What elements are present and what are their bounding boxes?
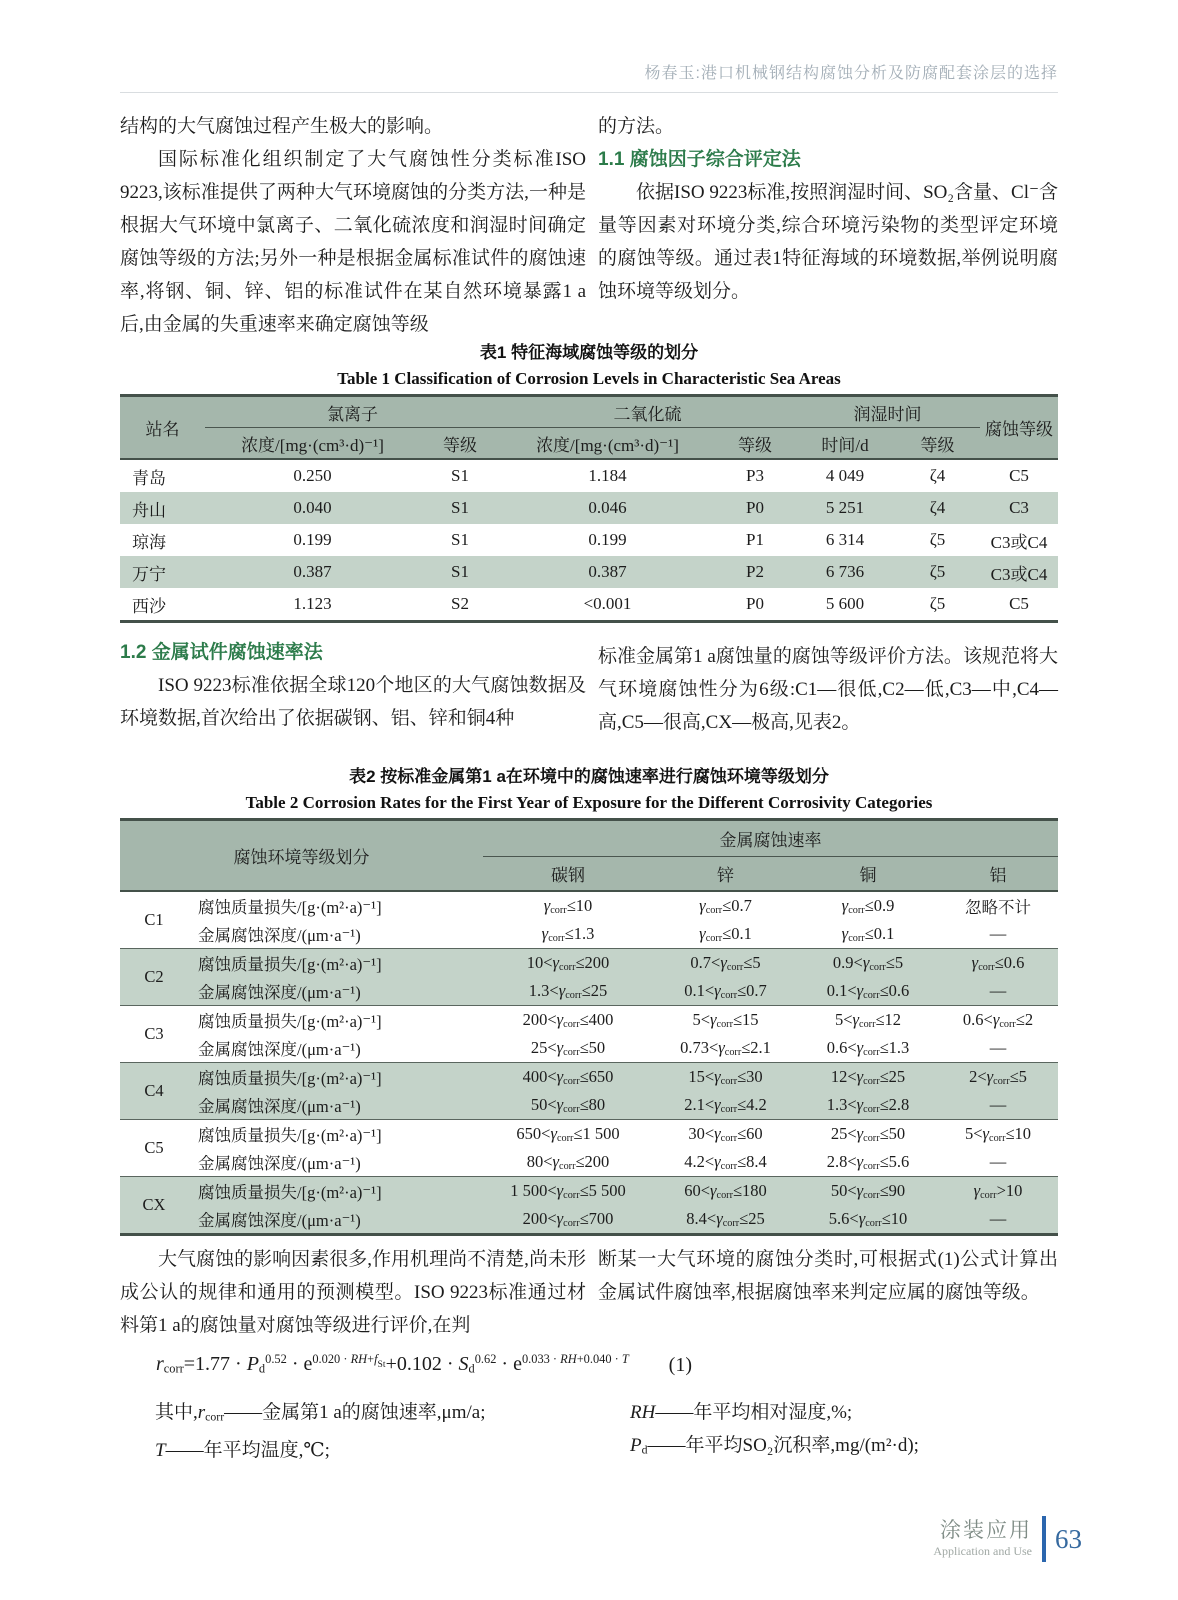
table2-row: [120, 949, 1058, 978]
table1-body: [120, 459, 1058, 622]
paragraph: 的方法。: [598, 116, 675, 137]
table1-cell: S2: [451, 594, 469, 613]
table1-header-chloride: 氯离子: [205, 396, 500, 428]
table1-title-cn: 表1 特征海域腐蚀等级的划分: [479, 343, 699, 362]
math-segment: 其中,: [155, 1402, 198, 1423]
intro-left-column: [120, 110, 586, 341]
table2-value-cell: $2<\gamma_{corr}\le 5$: [969, 1066, 1027, 1088]
table1-cell: 0.387: [293, 562, 332, 581]
table2-value-cell: $2.8<\gamma_{corr}\le 5.6$: [826, 1151, 910, 1173]
table1-cell: 6 314: [825, 530, 865, 549]
math-segment: +: [367, 1352, 375, 1366]
table1-row: [120, 492, 1058, 524]
math-segment: RH: [630, 1402, 656, 1423]
table2-row: [120, 1177, 1058, 1206]
table1-subheader-level: 等级: [715, 428, 795, 460]
table1-cell: P0: [746, 594, 764, 613]
table1-cell: 琼海: [132, 532, 166, 552]
table2-value-cell: $8.4<\gamma_{corr}\le 25$: [686, 1208, 765, 1230]
table2-parameter-label: 腐蚀质量损失/[g·(m²·a)⁻¹]: [198, 955, 382, 974]
definitions-left: [155, 1396, 585, 1467]
table1-cell: S1: [451, 498, 469, 517]
table1-cell: 万宁: [132, 564, 166, 584]
table2-value-cell: $0.6<\gamma_{corr}\le 2$: [962, 1009, 1034, 1031]
table2-value-cell: $\gamma_{corr}\le 10$: [543, 895, 593, 917]
math-segment: 0.020 ·: [312, 1352, 351, 1366]
math-segment: T: [155, 1439, 166, 1461]
definition-line: [155, 1434, 585, 1467]
table2-parameter-label: 金属腐蚀深度/(μm·a⁻¹): [198, 1211, 361, 1230]
table1-cell: 青岛: [132, 468, 166, 488]
table2-parameter-label: 金属腐蚀深度/(μm·a⁻¹): [198, 1040, 361, 1059]
table1-cell: 4 049: [825, 466, 865, 485]
table1-header-corrosion-level: 腐蚀等级: [980, 396, 1058, 460]
table2-block: [120, 764, 1058, 1236]
math-segment: ——年平均相对湿度,%;: [655, 1402, 853, 1423]
paragraph: 大气腐蚀的影响因素很多,作用机理尚不清楚,尚未形成公认的规律和通用的预测模型。ISO 9223标准通过材料第1 a的腐蚀量对腐蚀等级进行评价,在判: [120, 1249, 586, 1336]
math-segment: d: [468, 1361, 475, 1376]
table2-value-cell: $5<\gamma_{corr}\le 15$: [692, 1009, 759, 1031]
table1-cell: P1: [746, 530, 764, 549]
table2-header-rate-group: 金属腐蚀速率: [483, 820, 1058, 857]
math-segment: RH: [350, 1352, 368, 1366]
table2-value-cell: $0.6<\gamma_{corr}\le 1.3$: [826, 1037, 910, 1059]
definition-line: [155, 1396, 585, 1434]
math-segment: S: [458, 1352, 469, 1375]
table2-value-cell: $\gamma_{corr}\le 0.1$: [699, 923, 752, 945]
table2-parameter-label: 金属腐蚀深度/(μm·a⁻¹): [198, 1154, 361, 1173]
table2-parameter-label: 腐蚀质量损失/[g·(m²·a)⁻¹]: [198, 1126, 382, 1145]
table2-value-cell: $1.3<\gamma_{corr}\le 25$: [528, 980, 608, 1002]
table1-cell: 舟山: [132, 500, 166, 520]
math-segment: +0.040 ·: [576, 1352, 622, 1366]
math-segment: r: [156, 1352, 164, 1375]
table1-cell: C5: [1009, 466, 1029, 485]
paragraph: 依据ISO 9223标准,按照润湿时间、SO₂含量、Cl⁻含量等因素对环境分类,综合环境污染物的类型评定环境的腐蚀等级。通过表1特征海域的环境数据,举例说明腐蚀环境等级划分。: [598, 182, 1059, 302]
table2-value-cell: $30<\gamma_{corr}\le 60$: [688, 1123, 763, 1145]
table1-cell: 0.387: [588, 562, 627, 581]
paragraph: 标准金属第1 a腐蚀量的腐蚀等级评价方法。该规范将大气环境腐蚀性分为6级:C1—很低,C2—低,C3—中,C4—高,C5—很高,CX—极高,见表2。: [598, 646, 1058, 733]
table1-cell: 0.040: [293, 498, 332, 517]
table2-value-cell: $12<\gamma_{corr}\le 25$: [830, 1066, 906, 1088]
intro-right-column: [598, 110, 1058, 308]
table1-cell: <0.001: [583, 594, 632, 613]
table1-cell: ζ5: [929, 562, 946, 581]
table2-value-cell: 1 $500<\gamma_{corr}\le 5$ 500: [510, 1180, 626, 1202]
paragraph: 结构的大气腐蚀过程产生极大的影响。: [120, 116, 444, 137]
table1-cell: 0.199: [293, 530, 332, 549]
section-heading-1-2: 1.2 金属试件腐蚀速率法: [120, 642, 323, 663]
table1-cell: C3或C4: [990, 564, 1048, 584]
table2-value-cell: $0.1<\gamma_{corr}\le 0.6$: [826, 980, 910, 1002]
table2-value-cell: $60<\gamma_{corr}\le 180$: [684, 1180, 767, 1202]
table1-cell: 西沙: [132, 596, 166, 616]
table2-category-label: C1: [144, 910, 164, 929]
math-segment: P: [630, 1435, 642, 1456]
table2-value-cell: $80<\gamma_{corr}\le 200$: [526, 1151, 610, 1173]
math-segment: r: [197, 1402, 206, 1423]
table2-parameter-label: 腐蚀质量损失/[g·(m²·a)⁻¹]: [198, 1012, 382, 1031]
table1-cell: 1.123: [293, 594, 332, 613]
table1-cell: 1.184: [588, 466, 627, 485]
table1-subheader-concentration: 浓度/[mg·(cm³·d)⁻¹]: [205, 428, 420, 460]
paragraph: ISO 9223标准依据全球120个地区的大气腐蚀数据及环境数据,首次给出了依据碳钢、铝、锌和铜4种: [120, 675, 586, 729]
table2-row: [120, 1034, 1058, 1063]
table2-value-cell: $\gamma_{corr}\le 0.6$: [971, 952, 1025, 974]
definition-line: [630, 1396, 1060, 1429]
table2-value-cell: $\gamma_{corr}\le 0.9$: [841, 895, 895, 917]
table2-value-cell: —: [989, 1152, 1007, 1171]
table2-category-label: C5: [144, 1138, 164, 1157]
math-segment: ——金属第1 a的腐蚀速率,μm/a;: [224, 1402, 486, 1423]
table2-value-cell: $4.2<\gamma_{corr}\le 8.4$: [684, 1151, 767, 1173]
table2-body: [120, 891, 1058, 1235]
table1-cell: P3: [746, 466, 764, 485]
table2-value-cell: $15<\gamma_{corr}\le 30$: [688, 1066, 763, 1088]
table1: [120, 394, 1058, 623]
table2-value-cell: $\gamma_{corr}\le 1.3$: [541, 923, 595, 945]
page-number: 63: [1055, 1523, 1082, 1554]
table2-value-cell: —: [989, 924, 1007, 943]
math-segment: · e: [286, 1352, 313, 1375]
table2-header-metal: 碳钢: [483, 857, 653, 892]
table2-parameter-label: 金属腐蚀深度/(μm·a⁻¹): [198, 983, 361, 1002]
table2-parameter-label: 金属腐蚀深度/(μm·a⁻¹): [198, 1097, 361, 1116]
table2-parameter-label: 金属腐蚀深度/(μm·a⁻¹): [198, 926, 361, 945]
table2-value-cell: $\gamma_{corr}>10$: [973, 1180, 1023, 1202]
table2-value-cell: $\gamma_{corr}\le 0.1$: [841, 923, 895, 945]
math-segment: ——年平均SO₂沉积率,mg/(m²·d);: [647, 1435, 919, 1456]
math-segment: corr: [163, 1361, 184, 1376]
table2-category-label: C4: [144, 1081, 164, 1100]
table2-value-cell: —: [989, 1095, 1007, 1114]
paragraph: 国际标准化组织制定了大气腐蚀性分类标准ISO 9223,该标准提供了两种大气环境腐蚀的分类方法,一种是根据大气环境中氯离子、二氧化硫浓度和润湿时间确定腐蚀等级的方法;另外一种是根据金属标准试件的腐蚀速率,将钢、铜、锌、铝的标准试件在某自然环境暴露1 a后,由金属的失重速率来确定腐蚀等级: [120, 149, 586, 335]
table1-cell: ζ5: [929, 530, 946, 549]
table1-cell: 5 251: [825, 498, 865, 517]
definition-line: [630, 1429, 1060, 1467]
table2-row: [120, 1205, 1058, 1235]
table1-row: [120, 588, 1058, 622]
math-segment: +0.102 ·: [385, 1352, 459, 1375]
table2-value-cell: $1.3<\gamma_{corr}\le 2.8$: [826, 1094, 910, 1116]
table2-parameter-label: 腐蚀质量损失/[g·(m²·a)⁻¹]: [198, 898, 382, 917]
table1-header-so2: 二氧化硫: [500, 396, 795, 428]
table2-category-label: CX: [142, 1195, 166, 1214]
discussion-right-column: [598, 1243, 1058, 1309]
table2-header-metal: 锌: [653, 857, 798, 892]
math-segment: d: [641, 1443, 648, 1457]
equation-1-expression: [120, 1352, 692, 1377]
journal-name-en: Application and Use: [933, 1544, 1032, 1558]
table1-cell: 6 736: [825, 562, 865, 581]
table2-parameter-label: 腐蚀质量损失/[g·(m²·a)⁻¹]: [198, 1183, 382, 1202]
table1-cell: ζ5: [929, 594, 946, 613]
table1-title-en: Table 1 Classification of Corrosion Levels in Characteristic Sea Areas: [337, 369, 841, 388]
math-segment: d: [258, 1361, 266, 1376]
table2-row: [120, 1091, 1058, 1120]
table2-value-cell: $50<\gamma_{corr}\le 80$: [530, 1094, 606, 1116]
table1-cell: C3或C4: [990, 532, 1048, 552]
discussion-left-column: [120, 1243, 586, 1342]
table1-cell: S1: [451, 562, 469, 581]
table2-row: [120, 891, 1058, 920]
table1-cell: ζ4: [929, 466, 946, 485]
page-footer: [933, 1516, 1082, 1562]
table1-cell: P2: [746, 562, 764, 581]
table1-subheader-level: 等级: [420, 428, 500, 460]
table1-block: [120, 340, 1058, 623]
footer-divider-bar: [1042, 1516, 1046, 1562]
paragraph: 断某一大气环境的腐蚀分类时,可根据式(1)公式计算出金属试件腐蚀率,根据腐蚀率来判定应属的腐蚀等级。: [598, 1249, 1058, 1303]
table1-subheader-level: 等级: [895, 428, 980, 460]
table2-value-cell: $0.7<\gamma_{corr}\le 5$: [690, 952, 761, 974]
math-segment: P: [246, 1352, 259, 1375]
table2-category-label: C3: [144, 1024, 164, 1043]
table2-value-cell: $650<\gamma_{corr}\le 1$ 500: [516, 1123, 620, 1145]
table2-value-cell: —: [989, 1038, 1007, 1057]
math-segment: 0.033 ·: [521, 1352, 561, 1366]
journal-block: [933, 1519, 1032, 1559]
table2-header-metal: 铜: [798, 857, 938, 892]
table1-header-station: 站名: [120, 396, 205, 460]
math-segment: corr: [205, 1410, 225, 1424]
math-segment: RH: [560, 1352, 577, 1366]
math-segment: 0.62: [474, 1352, 497, 1366]
table1-cell: ζ4: [929, 498, 946, 517]
table2-value-cell: $\gamma_{corr}\le 0.7$: [699, 895, 752, 917]
table1-cell: 0.199: [588, 530, 627, 549]
table2-category-label: C2: [144, 967, 164, 986]
table2-row: [120, 1148, 1058, 1177]
table2-title-en: Table 2 Corrosion Rates for the First Year of Exposure for the Different Corrosivity Categories: [245, 793, 933, 812]
table2-row: [120, 977, 1058, 1006]
equation-1-number: (1): [668, 1354, 692, 1376]
table2-value-cell: $5<\gamma_{corr}\le 12$: [834, 1009, 902, 1031]
table2-value-cell: $10<\gamma_{corr}\le 200$: [526, 952, 610, 974]
table2-header-category: 腐蚀环境等级划分: [120, 820, 483, 892]
table2-row: [120, 1120, 1058, 1149]
table2-parameter-label: 腐蚀质量损失/[g·(m²·a)⁻¹]: [198, 1069, 382, 1088]
table2-value-cell: $5.6<\gamma_{corr}\le 10$: [828, 1208, 908, 1230]
table2-value-cell: 忽略不计: [965, 898, 1031, 917]
table2-value-cell: $200<\gamma_{corr}\le 700$: [522, 1208, 614, 1230]
running-head: 杨春玉:港口机械钢结构腐蚀分析及防腐配套涂层的选择: [644, 65, 1058, 82]
equation-1: [120, 1352, 692, 1377]
table2-value-cell: —: [989, 1209, 1007, 1228]
table2-value-cell: $400<\gamma_{corr}\le 650$: [522, 1066, 614, 1088]
math-segment: T: [621, 1352, 629, 1366]
table2-row: [120, 920, 1058, 949]
table2: [120, 818, 1058, 1236]
table1-cell: 0.046: [588, 498, 627, 517]
table1-row: [120, 524, 1058, 556]
table2-value-cell: —: [989, 981, 1007, 1000]
table1-cell: S1: [451, 466, 469, 485]
table2-value-cell: $0.1<\gamma_{corr}\le 0.7$: [684, 980, 767, 1002]
table2-header-metal: 铝: [938, 857, 1058, 892]
table1-cell: C5: [1009, 594, 1029, 613]
table2-title-cn: 表2 按标准金属第1 a在环境中的腐蚀速率进行腐蚀环境等级划分: [349, 767, 829, 786]
table2-value-cell: $2.1<\gamma_{corr}\le 4.2$: [684, 1094, 767, 1116]
section-heading-1-1: 1.1 腐蚀因子综合评定法: [598, 149, 801, 170]
math-segment: 0.52: [265, 1352, 287, 1366]
math-segment: · e: [496, 1352, 522, 1375]
math-segment: f: [374, 1352, 378, 1366]
table2-value-cell: $50<\gamma_{corr}\le 90$: [830, 1180, 906, 1202]
table1-cell: S1: [451, 530, 469, 549]
table1-row: [120, 556, 1058, 588]
table2-value-cell: $25<\gamma_{corr}\le 50$: [830, 1123, 906, 1145]
table1-header-wet-time: 润湿时间: [795, 396, 980, 428]
header-rule: [120, 92, 1058, 93]
table1-cell: 5 600: [825, 594, 865, 613]
section12-right-column: [598, 640, 1058, 739]
table1-subheader-concentration: 浓度/[mg·(cm³·d)⁻¹]: [500, 428, 715, 460]
table1-row: [120, 459, 1058, 492]
table2-value-cell: $200<\gamma_{corr}\le 400$: [522, 1009, 614, 1031]
math-segment: St: [377, 1358, 386, 1370]
table2-value-cell: $25<\gamma_{corr}\le 50$: [530, 1037, 606, 1059]
table2-row: [120, 1006, 1058, 1035]
table1-cell: C3: [1009, 498, 1029, 517]
table1-cell: 0.250: [293, 466, 332, 485]
math-segment: ——年平均温度,℃;: [165, 1439, 330, 1461]
table2-value-cell: $0.73<\gamma_{corr}\le 2.1$: [680, 1037, 771, 1059]
journal-name-cn: 涂装应用: [940, 1519, 1032, 1542]
section12-left-column: [120, 636, 586, 735]
table2-value-cell: $0.9<\gamma_{corr}\le 5$: [832, 952, 904, 974]
table1-cell: P0: [746, 498, 764, 517]
table2-value-cell: $5<\gamma_{corr}\le 10$: [964, 1123, 1032, 1145]
table2-row: [120, 1063, 1058, 1092]
definitions-right: [630, 1396, 1060, 1467]
math-segment: =1.77 ·: [183, 1352, 247, 1375]
table1-subheader-time: 时间/d: [795, 428, 895, 460]
